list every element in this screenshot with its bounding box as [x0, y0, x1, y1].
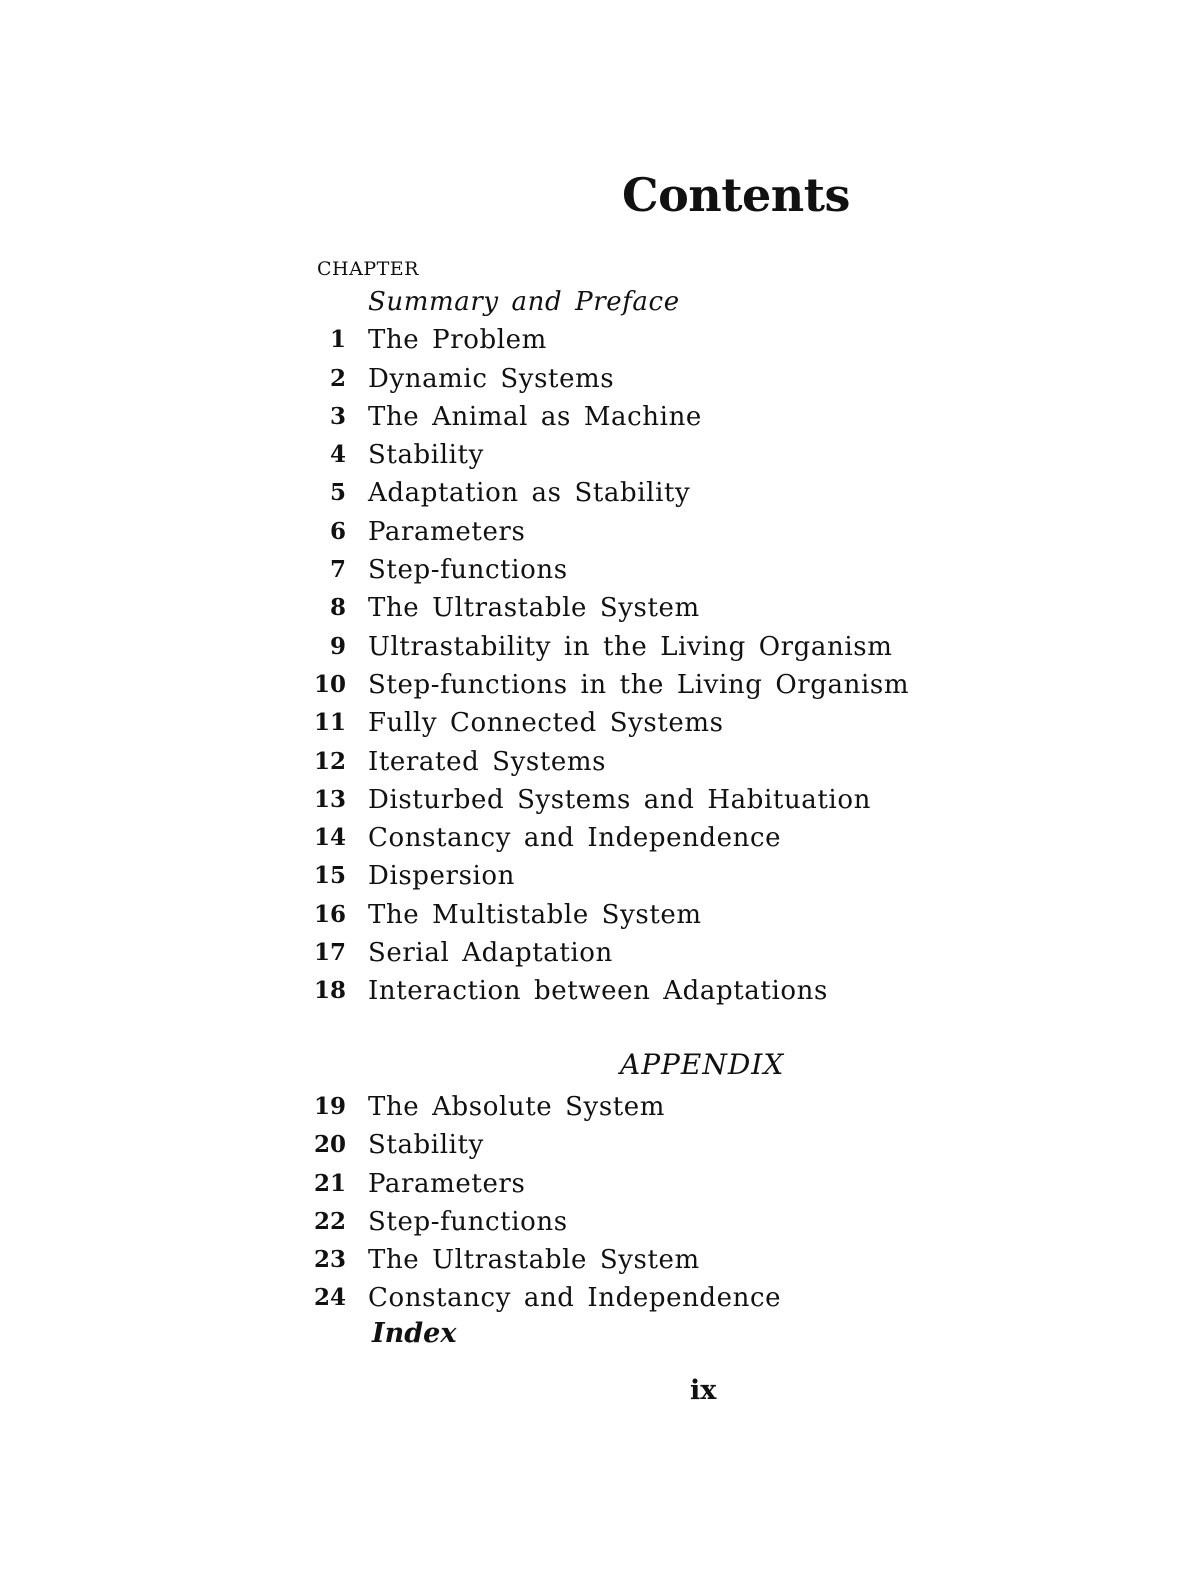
chapter-title: Interaction between Adaptations — [368, 976, 828, 1007]
toc-entry — [312, 1088, 781, 1126]
page-number: ix — [690, 1375, 717, 1406]
chapter-title: Parameters — [368, 516, 526, 547]
toc-entry — [312, 436, 909, 474]
chapter-title: Step-functions — [368, 555, 568, 586]
chapter-title: Step-functions — [368, 1206, 568, 1237]
toc-entry — [312, 1203, 781, 1241]
toc-entry — [312, 628, 909, 666]
chapter-number: 12 — [313, 747, 346, 775]
chapter-title: The Animal as Machine — [368, 401, 702, 432]
toc-entry — [312, 360, 909, 398]
chapter-title: Stability — [368, 1130, 484, 1161]
chapter-number: 17 — [313, 939, 346, 967]
toc-entry — [312, 704, 909, 742]
chapter-title: The Ultrastable System — [368, 1245, 700, 1276]
chapter-number: 23 — [313, 1246, 346, 1274]
chapter-title: The Absolute System — [368, 1092, 666, 1122]
toc-entry — [312, 934, 909, 972]
chapter-title: Disturbed Systems and Habituation — [368, 784, 871, 815]
toc-entry — [312, 857, 909, 895]
toc-appendix-list — [312, 1088, 781, 1318]
chapter-number: 10 — [313, 670, 346, 698]
appendix-heading: APPENDIX — [620, 1048, 785, 1081]
toc-entry — [312, 474, 909, 512]
chapter-title: Step-functions in the Living Organism — [368, 669, 910, 700]
chapter-number: 24 — [313, 1284, 346, 1312]
toc-entry — [312, 972, 909, 1010]
chapter-title: Dynamic Systems — [368, 363, 615, 394]
chapter-column-header: CHAPTER — [317, 258, 419, 280]
chapter-number: 4 — [329, 441, 346, 469]
chapter-title: The Problem — [368, 325, 547, 356]
chapter-title: Fully Connected Systems — [368, 708, 724, 739]
chapter-number: 14 — [313, 824, 346, 852]
chapter-title: The Ultrastable System — [368, 593, 700, 624]
toc-entry — [312, 321, 909, 359]
toc-entry — [312, 781, 909, 819]
index-entry: Index — [372, 1318, 457, 1349]
toc-entry — [312, 896, 909, 934]
chapter-title: The Multistable System — [368, 899, 702, 930]
toc-entry — [312, 1165, 781, 1203]
toc-entry — [312, 1126, 781, 1164]
toc-entry — [312, 743, 909, 781]
toc-entry — [312, 819, 909, 857]
chapter-title: Constancy and Independence — [368, 1283, 782, 1314]
chapter-title: Adaptation as Stability — [368, 478, 691, 509]
toc-entry — [312, 513, 909, 551]
chapter-title: Iterated Systems — [368, 746, 607, 777]
chapter-number: 2 — [329, 364, 346, 392]
chapter-number: 21 — [313, 1169, 346, 1197]
toc-entry — [312, 398, 909, 436]
chapter-title: Ultrastability in the Living Organism — [368, 631, 893, 662]
toc-main-list — [312, 283, 909, 1011]
toc-entry — [312, 1241, 781, 1279]
chapter-number: 13 — [313, 785, 346, 813]
chapter-title: Constancy and Independence — [368, 823, 782, 854]
toc-summary-title: Summary and Preface — [368, 287, 680, 317]
chapter-number: 16 — [313, 900, 346, 928]
chapter-number: 8 — [329, 594, 346, 622]
chapter-number: 15 — [313, 862, 346, 890]
chapter-number: 20 — [313, 1131, 346, 1159]
chapter-number: 3 — [329, 402, 346, 430]
chapter-number: 6 — [329, 517, 346, 545]
chapter-title: Serial Adaptation — [368, 938, 613, 969]
page-title: Contents — [622, 168, 850, 222]
toc-entry — [312, 666, 909, 704]
chapter-number: 5 — [329, 479, 346, 507]
chapter-title: Dispersion — [368, 861, 516, 892]
chapter-title: Stability — [368, 440, 484, 471]
toc-summary-entry — [312, 283, 909, 321]
toc-entry — [312, 1279, 781, 1317]
chapter-number: 7 — [329, 556, 346, 584]
chapter-number: 19 — [313, 1093, 346, 1120]
chapter-number: 9 — [329, 632, 346, 660]
toc-entry — [312, 589, 909, 627]
chapter-number: 22 — [313, 1207, 346, 1235]
chapter-title: Parameters — [368, 1168, 526, 1199]
chapter-number: 11 — [313, 709, 346, 737]
chapter-number: 1 — [329, 326, 346, 354]
toc-entry — [312, 551, 909, 589]
chapter-number: 18 — [313, 977, 346, 1005]
